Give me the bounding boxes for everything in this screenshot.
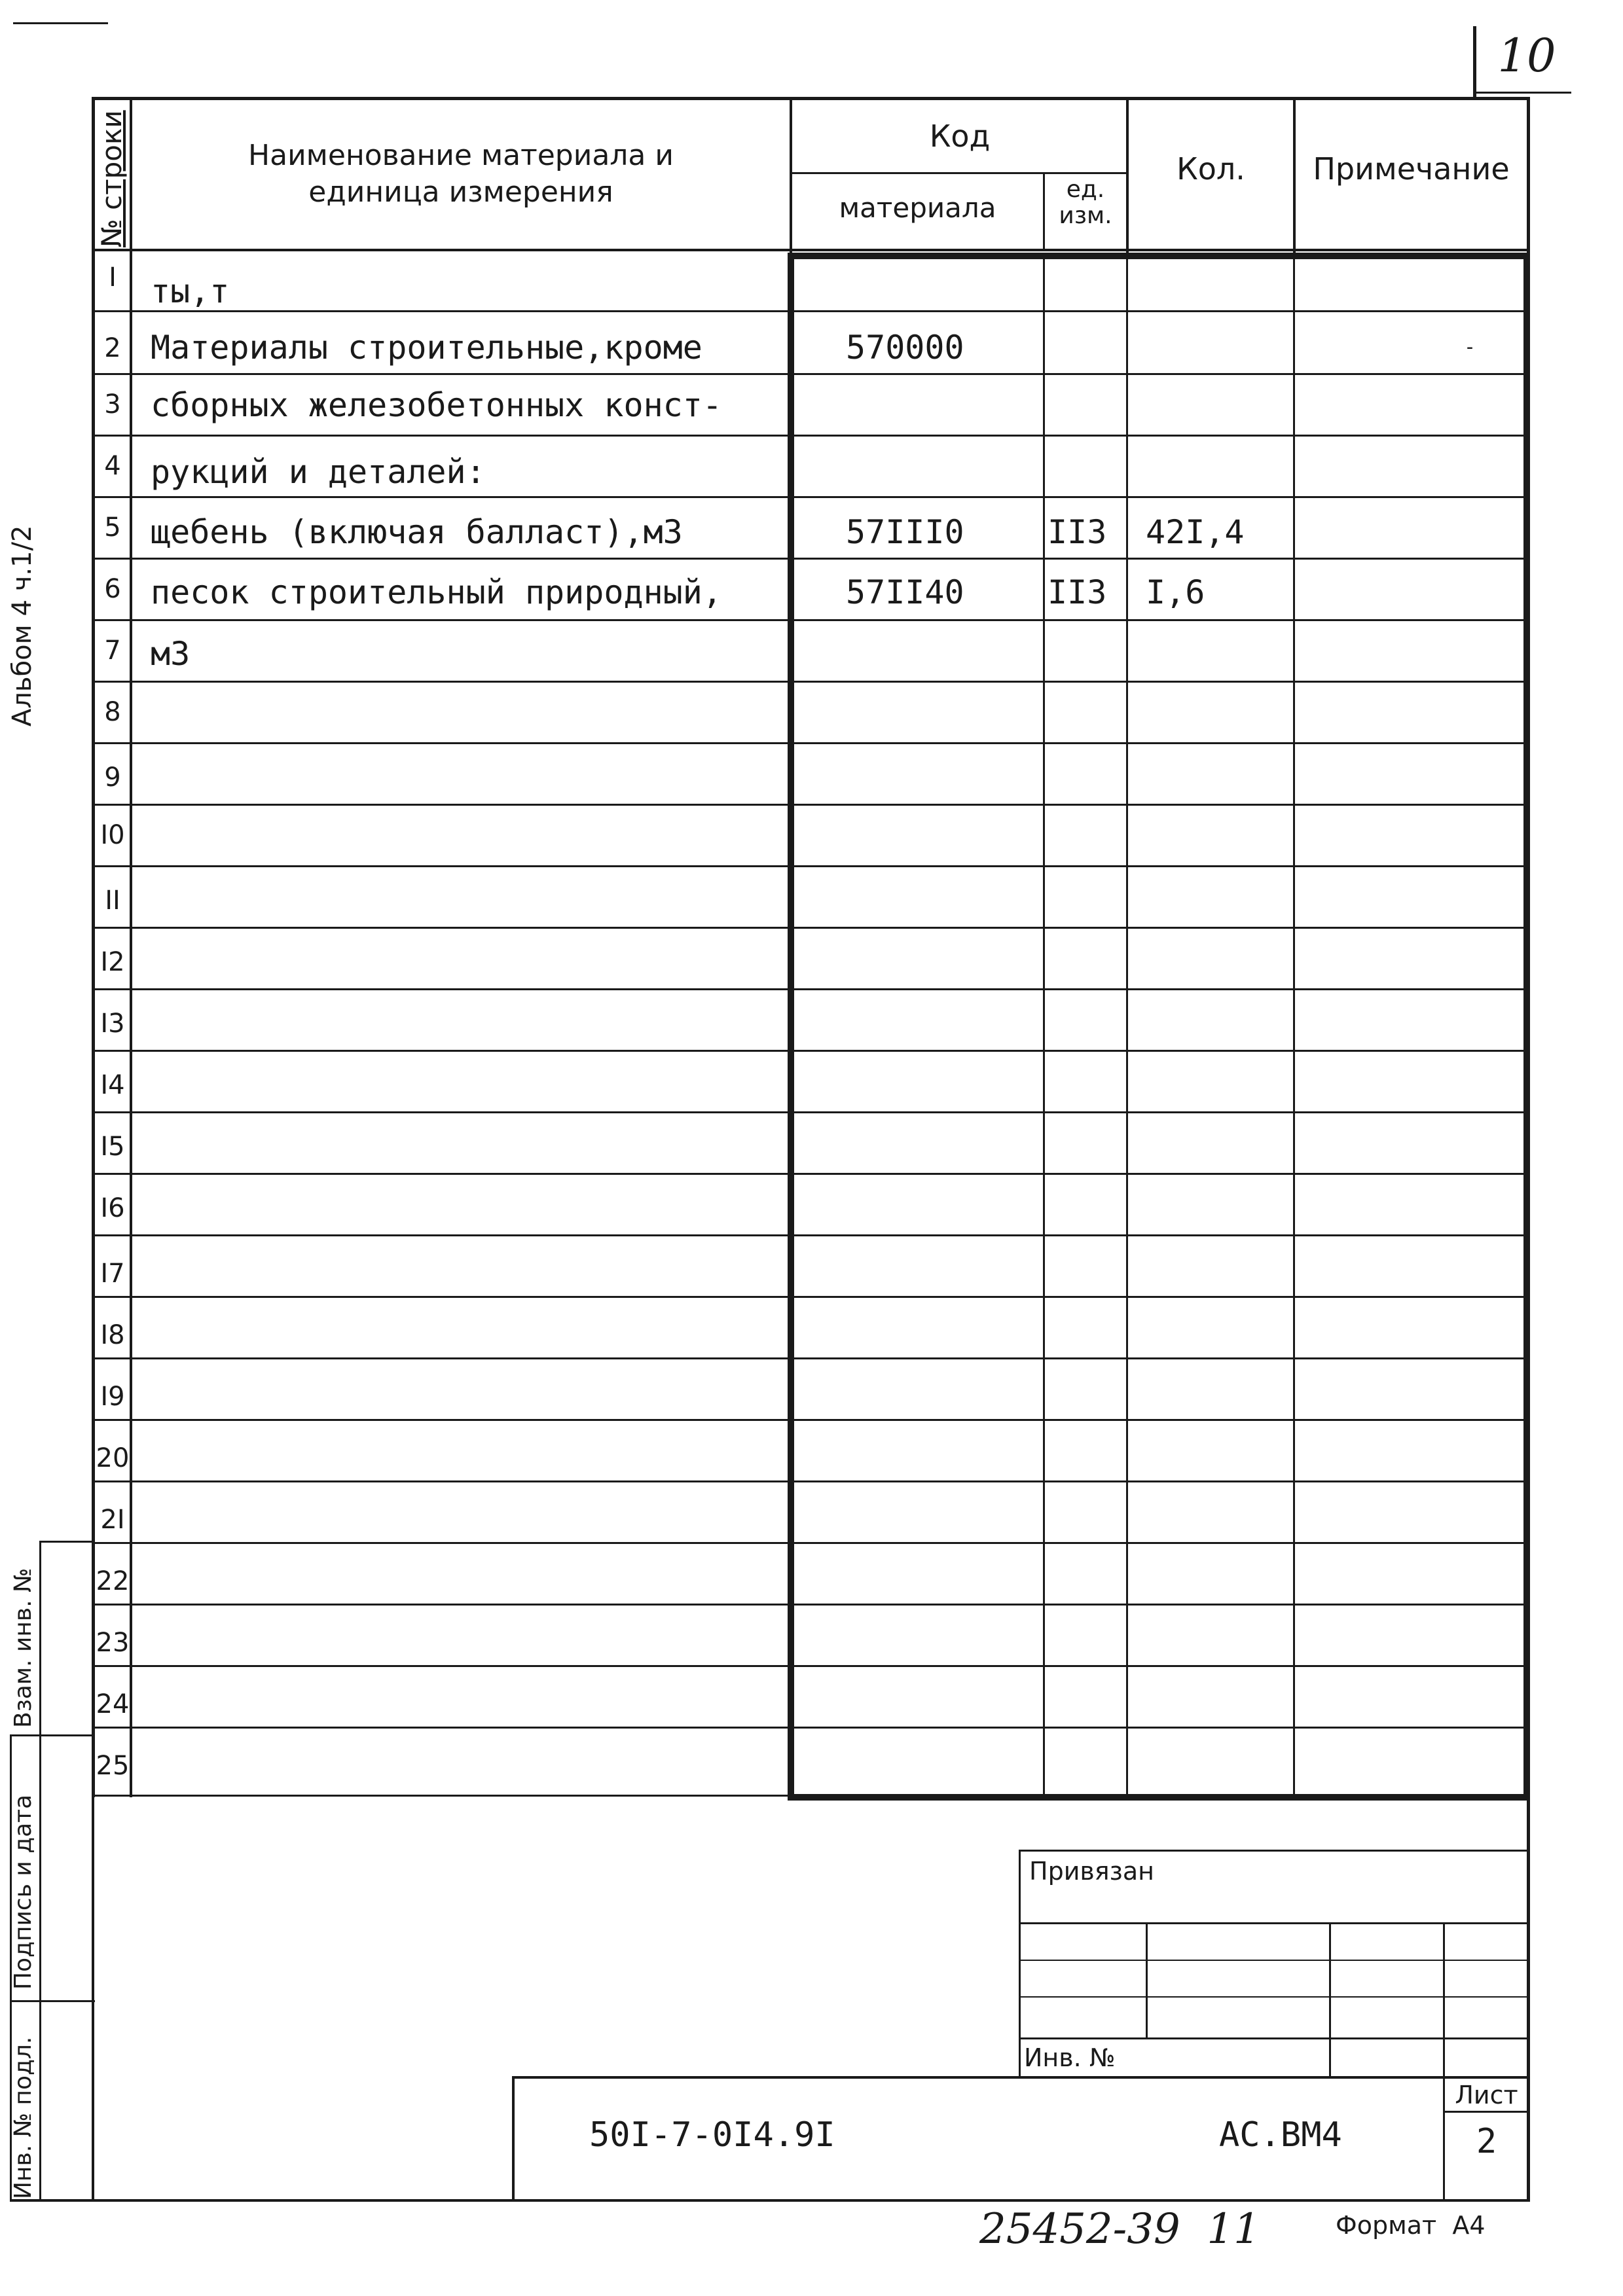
header-unit: [1045, 177, 1126, 229]
row-number: I6: [100, 1193, 125, 1223]
header-material: материала: [839, 192, 996, 224]
document-code: 50I-7-0I4.9I: [589, 2115, 835, 2155]
header-name-line1: Наименование материала и: [248, 139, 674, 172]
row-number: I7: [100, 1259, 125, 1289]
header-name: [132, 137, 790, 211]
cell-name: рукций и деталей:: [151, 453, 486, 491]
row-number: I2: [100, 947, 125, 977]
cell-name: щебень (включая балласт),м3: [151, 513, 683, 551]
stamp-podpis-data: Подпись и дата: [10, 1794, 37, 1990]
header-unit-line2: изм.: [1059, 202, 1112, 229]
row-number: I8: [100, 1320, 125, 1350]
inv-number-label: Инв. №: [1024, 2043, 1116, 2072]
page-number: 10: [1497, 29, 1556, 82]
header-qty: Кол.: [1176, 151, 1245, 187]
header-row-number: № строки: [96, 110, 128, 247]
album-label: Альбом 4 ч.1/2: [7, 525, 37, 726]
header-unit-line1: ед.: [1066, 176, 1105, 203]
paper-format: Формат А4: [1336, 2211, 1486, 2240]
sheet-number: 2: [1476, 2122, 1497, 2161]
cell-code: 570000: [846, 329, 964, 367]
cell-name: песок строительный природный,: [151, 573, 722, 611]
handwritten-number: 25452-39 11: [979, 2205, 1260, 2253]
cell-qty: I,6: [1146, 573, 1205, 611]
row-number: 2: [104, 333, 121, 363]
row-number: 20: [96, 1443, 130, 1473]
row-number: 22: [96, 1566, 130, 1596]
header-name-line2: единица измерения: [308, 175, 613, 209]
cell-note: -: [1464, 336, 1476, 359]
cell-name: сборных железобетонных конст-: [151, 386, 722, 424]
cell-code: 57II40: [846, 573, 964, 611]
attached-label: Привязан: [1029, 1857, 1154, 1886]
row-number: 6: [104, 574, 121, 604]
sheet-label: Лист: [1455, 2081, 1518, 2109]
row-number: I5: [100, 1132, 125, 1162]
stamp-inv-podl: Инв. № подл.: [10, 2036, 37, 2199]
row-number: I9: [100, 1382, 125, 1412]
cell-qty: 42I,4: [1146, 513, 1245, 551]
scan-mark: [13, 22, 108, 24]
header-note: Примечание: [1313, 151, 1510, 187]
row-number: 8: [104, 697, 121, 727]
row-number: 9: [104, 762, 121, 793]
cell-name: м3: [151, 635, 191, 673]
header-code: Код: [929, 118, 991, 154]
row-number: 24: [96, 1689, 130, 1719]
document-mark: АС.ВМ4: [1219, 2115, 1342, 2155]
row-number: I4: [100, 1070, 125, 1100]
row-number: 3: [104, 389, 121, 420]
row-number: 2I: [100, 1505, 125, 1535]
cell-unit: II3: [1048, 513, 1107, 551]
row-number: I0: [100, 820, 125, 850]
cell-name: ты,т: [151, 272, 230, 310]
row-number: I: [109, 262, 117, 293]
row-number: 7: [104, 636, 121, 666]
row-number: II: [105, 886, 120, 916]
stamp-vzam-inv: Взам. инв. №: [10, 1568, 37, 1728]
row-number: I3: [100, 1009, 125, 1039]
row-number: 25: [96, 1751, 130, 1781]
cell-name: Материалы строительные,кроме: [151, 329, 702, 367]
cell-unit: II3: [1048, 573, 1107, 611]
row-number: 23: [96, 1628, 130, 1658]
row-number: 4: [104, 451, 121, 481]
cell-code: 57III0: [846, 513, 964, 551]
row-number: 5: [104, 512, 121, 543]
